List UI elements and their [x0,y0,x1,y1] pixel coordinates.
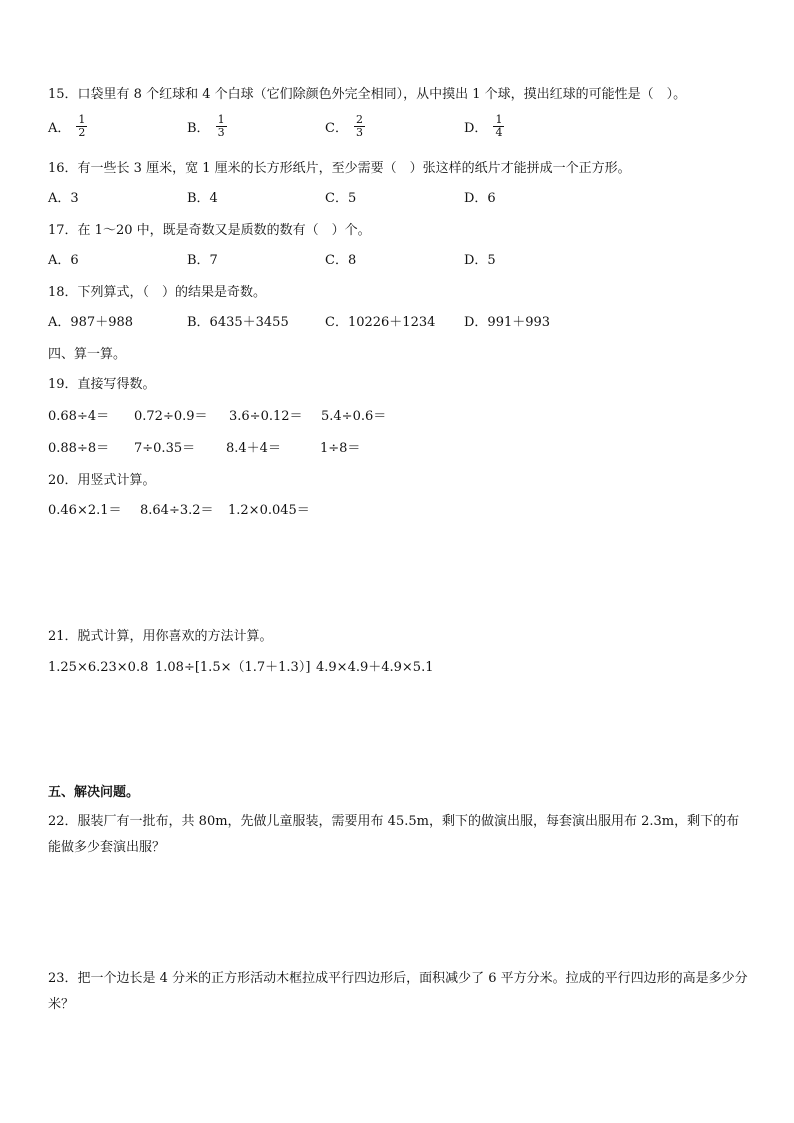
question-15-text: 15．口袋里有 8 个红球和 4 个白球（它们除颜色外完全相同），从中摸出 1 个球，摸出红球的可能性是（ ）。 [48,87,687,102]
denominator: 4 [495,126,503,139]
question-20-text: 20．用竖式计算。 [48,473,156,488]
option-label: A． [48,121,71,136]
question-23-text: 23．把一个边长是 4 分米的正方形活动木框拉成平行四边形后，面积减少了 6 平方分米。拉成的平行四边形的高是多少分米？ [48,971,748,1012]
expression: 0.88÷8＝ [48,441,110,456]
expression: 4.9×4.9＋4.9×5.1 [316,660,434,675]
expression: 0.68÷4＝ [48,409,110,424]
option-c: C．5 [325,191,357,206]
denominator: 3 [217,126,225,139]
option-label: C． [325,121,348,136]
expression: 1.2×0.045＝ [228,503,310,518]
question-21-text: 21．脱式计算，用你喜欢的方法计算。 [48,629,273,644]
option-a: A．6 [48,253,79,268]
denominator: 3 [355,126,363,139]
question-16-text: 16．有一些长 3 厘米，宽 1 厘米的长方形纸片，至少需要（ ）张这样的纸片才能拼成一个正方形。 [48,161,631,176]
question-19-row-1 [48,408,748,426]
section-4-heading: 四、算一算。 [48,347,127,362]
expression: 8.64÷3.2＝ [140,503,214,518]
section-5-heading: 五、解决问题。 [48,785,140,800]
option-c: C．10226＋1234 [325,315,436,330]
numerator: 1 [78,113,86,126]
expression: 3.6÷0.12＝ [229,409,303,424]
expression: 0.72÷0.9＝ [134,409,208,424]
numerator: 1 [495,113,503,126]
option-b: B．6435＋3455 [187,315,289,330]
option-a [48,114,87,139]
expression: 8.4＋4＝ [226,441,281,456]
question-22-text: 22．服装厂有一批布，共 80m，先做儿童服装，需要用布 45.5m，剩下的做演出服，每套演出服用布 2.3m，剩下的布能做多少套演出服？ [48,814,740,855]
option-d: D．5 [464,253,496,268]
fraction [493,114,504,139]
question-15-options [48,114,748,144]
option-d: D．991＋993 [464,315,551,330]
question-18-text: 18．下列算式，（ ）的结果是奇数。 [48,285,267,300]
expression: 7÷0.35＝ [134,441,196,456]
question-19-row-2 [48,440,748,458]
numerator: 1 [217,113,225,126]
question-18-options [48,314,748,332]
question-17-options [48,252,748,270]
expression: 1÷8＝ [320,441,361,456]
option-label: B． [187,121,210,136]
expression: 5.4÷0.6＝ [321,409,387,424]
option-c [325,114,365,139]
expression: 0.46×2.1＝ [48,503,122,518]
option-c: C．8 [325,253,357,268]
expression: 1.08÷[1.5×（1.7＋1.3）] [155,660,311,675]
option-label: D． [464,121,488,136]
option-d: D．6 [464,191,496,206]
option-a: A．3 [48,191,79,206]
denominator: 2 [78,126,86,139]
fraction [354,114,365,139]
question-17-text: 17．在 1～20 中，既是奇数又是质数的数有（ ）个。 [48,223,371,238]
option-d [464,114,504,139]
question-20-items [48,502,748,520]
option-a: A．987＋988 [48,315,134,330]
question-19-text: 19．直接写得数。 [48,377,156,392]
option-b: B．4 [187,191,218,206]
expression: 1.25×6.23×0.8 [48,660,149,675]
fraction [76,114,87,139]
question-21-items [48,659,748,677]
question-16-options [48,190,748,208]
option-b: B．7 [187,253,218,268]
numerator: 2 [355,113,363,126]
fraction [216,114,227,139]
option-b [187,114,227,139]
